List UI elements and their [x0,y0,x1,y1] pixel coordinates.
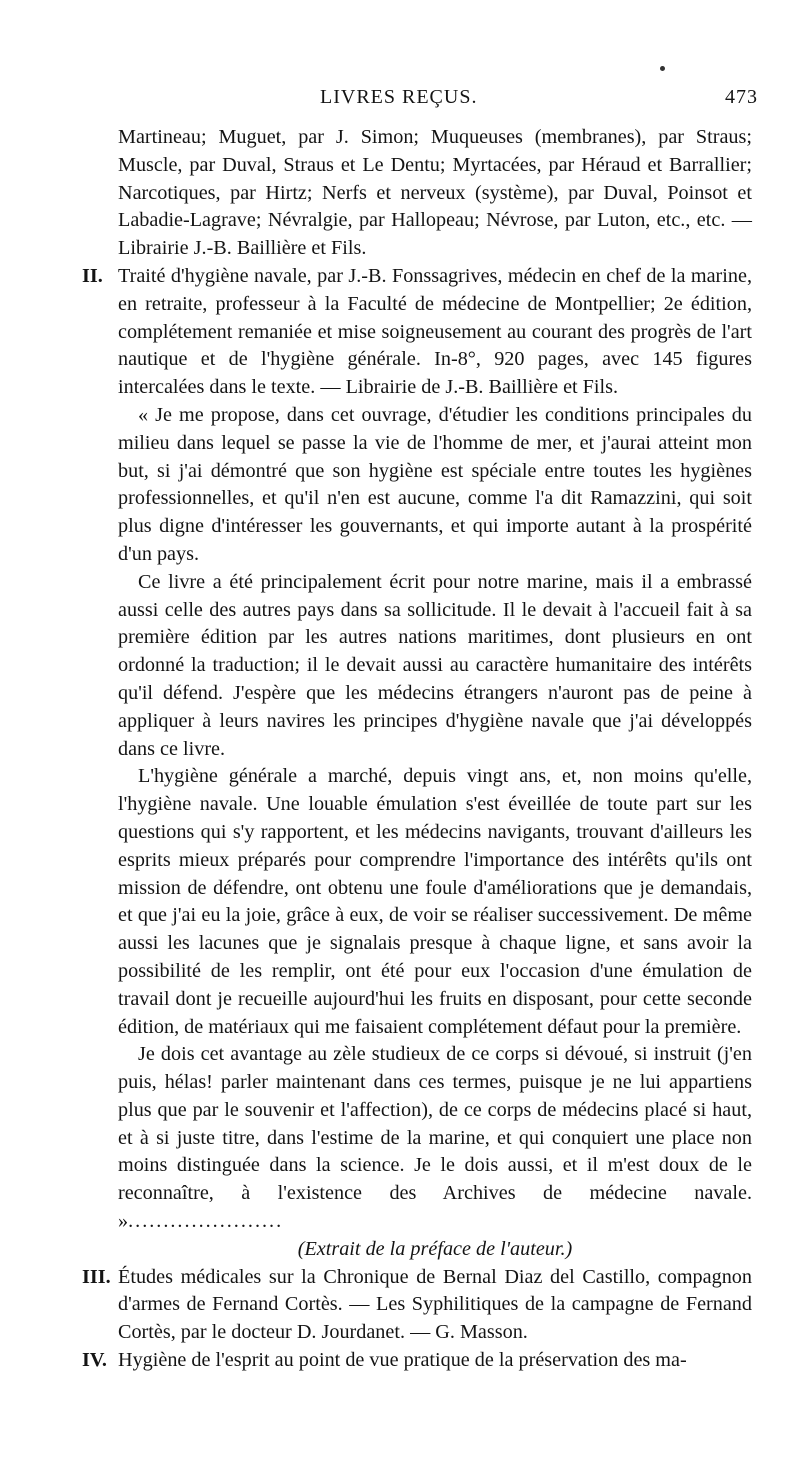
entry-text: Hygiène de l'esprit au point de vue pratique de la préservation des ma- [118,1349,687,1372]
quote-paragraph: « Je me propose, dans cet ouvrage, d'étudier les conditions principales du milieu dans lequel se passe la vie de l'homme de mer, et j'aurai atteint mon but, si j'ai démontré que son hygiène est spéciale entre toutes les hygiènes professionnelles, et qu'il n'en est aucune, comme l'a dit Ramazzini, qui soit plus digne d'intéresser les gouvernants, et qui importe autant à la prospérité d'un pays. [118,403,752,565]
page-number: 473 [725,86,758,108]
entry-numeral: III. [82,1265,111,1288]
entry-numeral: IV. [82,1349,107,1372]
running-title: LIVRES REÇUS. [320,86,478,108]
quote-paragraph: Ce livre a été principalement écrit pour notre marine, mais il a embrassé aussi celle des autres pays dans sa sollicitude. Il le devait à l'accueil fait à sa première édition par les autres nations maritimes, dont plusieurs en ont ordonné la traduction; il le devait aussi au caractère humanitaire des intérêts qu'il défend. J'espère que les médecins étrangers n'auront pas de peine à appliquer à leurs navires les principes d'hygiène navale que j'ai développés dans ce livre. [118,570,752,760]
entry-iv [82,1347,752,1375]
quote-paragraph: L'hygiène générale a marché, depuis vingt ans, et, non moins qu'elle, l'hygiène navale. Une louable émulation s'est éveillée de toute part sur les questions qui s'y rapportent, et les médecins navigants, trouvant d'ailleurs les esprits mieux préparés pour comprendre l'importance des intérêts qu'ils ont mission de défendre, ont obtenu une foule d'améliorations que je demandais, et que j'ai eu la joie, grâce à eux, de voir se réaliser successivement. De même aussi les lacunes que je signalais presque à chaque ligne, et sans avoir la possibilité de les remplir, ont été pour eux l'occasion d'une émulation de travail dont je recueille aujourd'hui les fruits en disposant, pour cette seconde édition, de matériaux qui me faisaient complétement défaut pour la première. [118,765,752,1038]
entry-text: Études médicales sur la Chronique de Bernal Diaz del Castillo, compagnon d'armes de Fernand Cortès. — Les Syphilitiques de la campagne de Fernand Cortès, par le docteur D. Jourdanet. — G. Masson. [118,1265,752,1344]
continued-entry [82,124,752,263]
quote-text: Je dois cet avantage au zèle studieux de ce corps si dévoué, si instruit (j'en puis, hélas! parler maintenant dans ces termes, puisque je ne lui appartiens plus que par le souvenir et l'affection), de ce corps de médecins placé si haut, et à si juste titre, dans l'estime de la marine, et qui conquiert une place non moins distinguée dans la science. Je le dois aussi, et il m'est doux de le reconnaître, à l'existence des Archives de médecine navale. » [118,1043,752,1233]
entry-text: Traité d'hygiène navale, par J.-B. Fonssagrives, médecin en chef de la marine, en retraite, professeur à la Faculté de médecine de Montpellier; 2e édition, complétement remaniée et mise soigneusement au courant des progrès de l'art nautique et de l'hygiène générale. In-8°, 920 pages, avec 145 figures intercalées dans le texte. — Librairie de J.-B. Baillière et Fils. [118,264,752,399]
entry-numeral: II. [82,264,103,287]
leader-dots: ...................... [128,1210,284,1233]
entry-ii [82,263,752,1264]
entry-iii [82,1264,752,1347]
running-header [112,86,758,116]
quote-paragraph [118,1041,752,1236]
continuation-text: Martineau; Muguet, par J. Simon; Muqueuses (membranes), par Straus; Muscle, par Duval, Straus et Le Dentu; Myrtacées, par Héraud et Barrallier; Narcotiques, par Hirtz; Nerfs et nerveux (système), par Duval, Poinsot et Labadie-Lagrave; Névralgie, par Hallopeau; Névrose, par Luton, etc., etc. — Librairie J.-B. Baillière et Fils. [118,126,752,260]
ink-dot [660,66,665,71]
attribution: (Extrait de la préface de l'auteur.) [297,1237,573,1260]
page-body [82,124,752,1375]
